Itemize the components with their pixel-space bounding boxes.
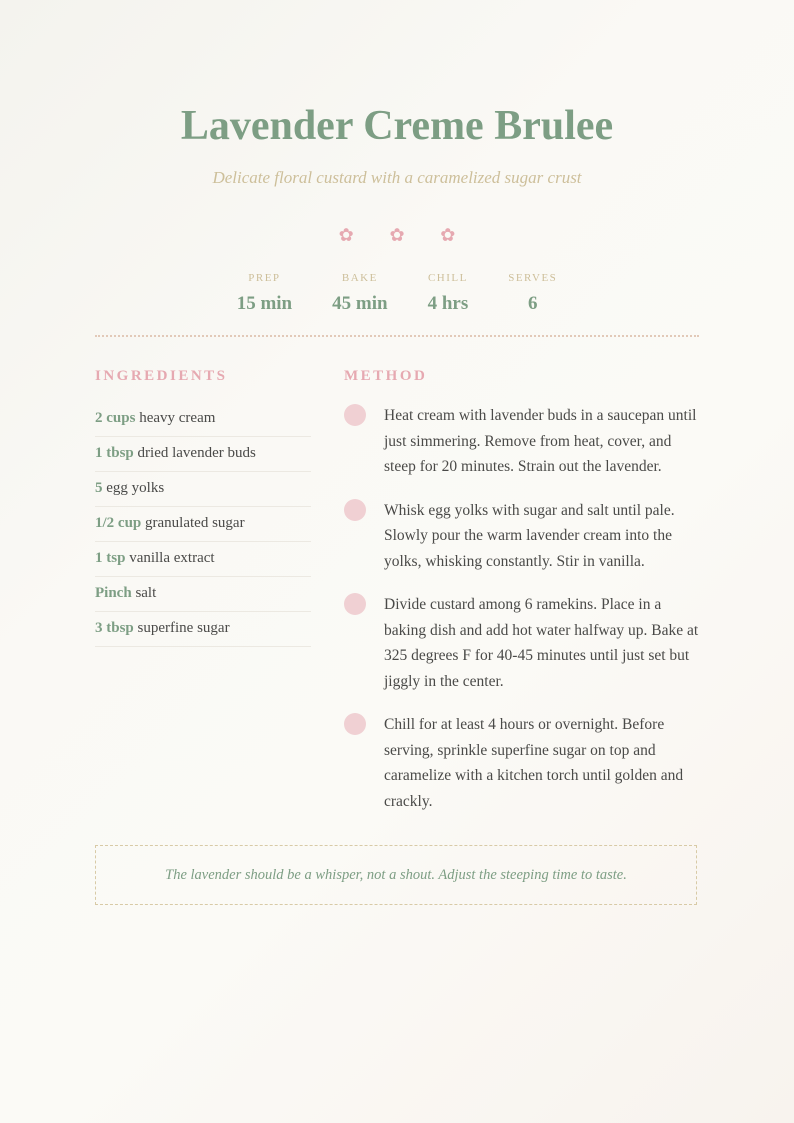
flower-icon: ✿: [338, 225, 354, 246]
ingredient-name: granulated sugar: [145, 515, 245, 531]
stat-value: 15 min: [236, 293, 293, 314]
step-bullet-icon: [344, 713, 366, 735]
flower-icon: ✿: [389, 225, 405, 246]
ingredient-name: dried lavender buds: [137, 445, 256, 461]
stat-chill: [428, 270, 469, 318]
ingredient-item: [95, 402, 311, 437]
step-text: Whisk egg yolks with sugar and salt until pale. Slowly pour the warm lavender cream into the yolks, whisking constantly. Stir in vanilla.: [384, 501, 675, 570]
ingredient-quantity: 2 cups: [95, 410, 136, 426]
section-divider: [95, 335, 699, 337]
method-step: [344, 403, 699, 480]
method-step: [344, 592, 699, 694]
recipe-stats: [95, 270, 699, 318]
ingredients-heading: INGREDIENTS: [95, 368, 228, 384]
flower-icon: ✿: [440, 225, 456, 246]
step-bullet-icon: [344, 593, 366, 615]
ingredient-quantity: 3 tbsp: [95, 620, 134, 636]
step-bullet-icon: [344, 499, 366, 521]
flower-ornament: [95, 223, 699, 249]
ingredient-quantity: 1 tsp: [95, 550, 126, 566]
method-step: [344, 498, 699, 575]
ingredient-item: [95, 437, 311, 472]
stat-label: PREP: [248, 272, 281, 284]
ingredient-name: salt: [135, 585, 157, 601]
method-step: [344, 712, 699, 814]
ingredient-item: [95, 612, 311, 647]
method-heading: METHOD: [344, 368, 428, 384]
stat-bake: [332, 270, 387, 318]
ingredient-item: [95, 507, 311, 542]
ingredient-name: heavy cream: [139, 410, 216, 426]
ingredients-section: [95, 366, 311, 647]
stat-value: 4 hrs: [427, 293, 469, 314]
stat-prep: [237, 270, 292, 318]
ingredient-quantity: 5: [95, 480, 103, 496]
step-text: Divide custard among 6 ramekins. Place in a baking dish and add hot water halfway up. Bake at 325 degrees F for 40-45 minutes until just set but jiggly in the center.: [384, 596, 699, 690]
ingredient-quantity: Pinch: [95, 585, 132, 601]
step-bullet-icon: [344, 404, 366, 426]
ingredients-list: [95, 402, 311, 647]
ingredient-name: superfine sugar: [137, 620, 230, 636]
ingredient-name: egg yolks: [106, 480, 165, 496]
ingredient-item: [95, 577, 311, 612]
step-text: Chill for at least 4 hours or overnight. Before serving, sprinkle superfine sugar on top and caramelize with a kitchen torch until golden and crackly.: [384, 716, 684, 810]
method-steps: [344, 403, 699, 814]
ingredient-quantity: 1 tbsp: [95, 445, 134, 461]
method-section: [344, 366, 699, 832]
stat-value: 6: [528, 293, 538, 314]
recipe-subtitle: Delicate floral custard with a caramelized sugar crust: [212, 168, 582, 187]
step-text: Heat cream with lavender buds in a saucepan until just simmering. Remove from heat, cover, and steep for 20 minutes. Strain out the lavender.: [384, 407, 697, 475]
ingredient-name: vanilla extract: [129, 550, 215, 566]
stat-value: 45 min: [332, 293, 388, 314]
stat-label: BAKE: [341, 272, 378, 284]
ingredient-item: [95, 472, 311, 507]
ingredient-quantity: 1/2 cup: [95, 515, 142, 531]
ingredient-item: [95, 542, 311, 577]
tip-note: [95, 845, 697, 905]
stat-label: SERVES: [508, 272, 558, 284]
tip-note-text: The lavender should be a whisper, not a shout. Adjust the steeping time to taste.: [165, 867, 627, 883]
recipe-title: Lavender Creme Brulee: [180, 103, 614, 149]
stat-label: CHILL: [427, 272, 468, 284]
stat-serves: [508, 270, 557, 318]
